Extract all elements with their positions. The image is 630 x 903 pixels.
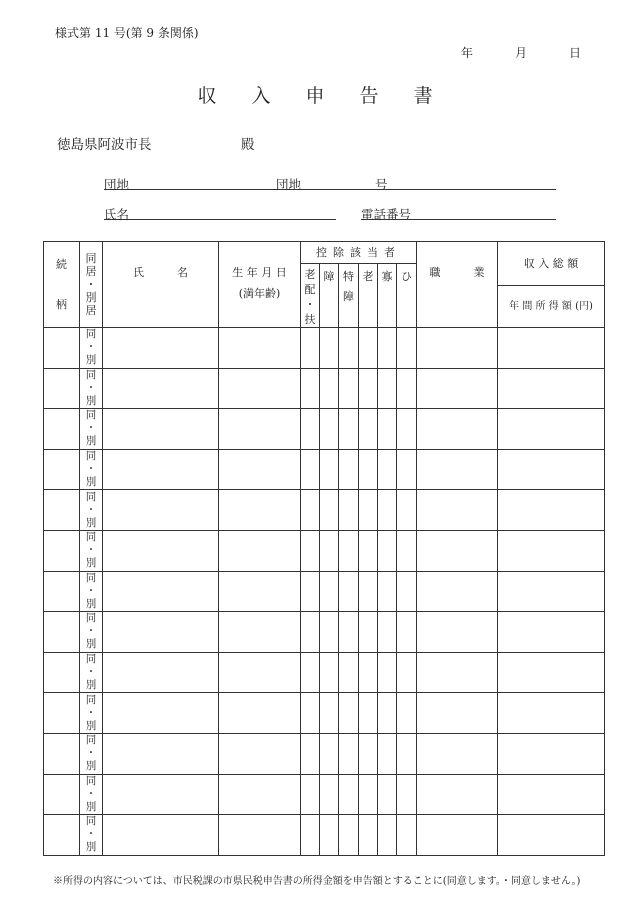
row-dokyo-cell[interactable] [80, 733, 103, 774]
header-shimei: 氏 名 [103, 242, 219, 328]
table-cell[interactable] [417, 733, 498, 774]
table-cell[interactable] [301, 490, 320, 531]
row-dokyo-char: 別 [85, 638, 97, 651]
table-cell[interactable] [339, 774, 359, 815]
row-dokyo-char: 同 [85, 450, 97, 463]
table-cell[interactable] [44, 652, 80, 693]
table-cell[interactable] [320, 490, 339, 531]
table-cell[interactable] [498, 774, 605, 815]
header-deduction-col [301, 264, 320, 328]
table-cell[interactable] [44, 490, 80, 531]
row-dokyo-cell[interactable] [80, 652, 103, 693]
table-cell[interactable] [301, 774, 320, 815]
table-cell[interactable] [378, 612, 397, 653]
table-cell[interactable] [301, 815, 320, 856]
row-dokyo-char: ・ [85, 747, 97, 760]
table-cell[interactable] [219, 571, 301, 612]
table-cell[interactable] [378, 530, 397, 571]
table-cell[interactable] [378, 328, 397, 369]
honorific: 殿 [241, 137, 255, 153]
table-cell[interactable] [44, 409, 80, 450]
table-cell[interactable] [219, 774, 301, 815]
table-cell[interactable] [301, 409, 320, 450]
table-cell[interactable] [219, 449, 301, 490]
row-dokyo-char: 別 [85, 557, 97, 570]
row-dokyo-char: ・ [85, 503, 97, 516]
header-deduction-col [397, 264, 417, 328]
table-row [44, 733, 605, 774]
table-cell[interactable] [498, 612, 605, 653]
table-cell[interactable] [417, 815, 498, 856]
table-cell[interactable] [320, 652, 339, 693]
header-deduction-char: 障 [343, 290, 354, 303]
table-cell[interactable] [378, 571, 397, 612]
table-cell[interactable] [320, 774, 339, 815]
row-dokyo-char: ・ [85, 706, 97, 719]
row-dokyo-char: ・ [85, 463, 97, 476]
header-deduction: 控除該当者 [301, 242, 417, 264]
row-dokyo-char: ・ [85, 625, 97, 638]
row-dokyo-char: ・ [85, 787, 97, 800]
table-cell[interactable] [320, 409, 339, 450]
date-year-label: 年 [461, 46, 474, 60]
table-cell[interactable] [397, 693, 417, 734]
table-cell[interactable] [378, 449, 397, 490]
table-cell[interactable] [378, 490, 397, 531]
header-deduction-col [339, 264, 359, 328]
table-cell[interactable] [359, 571, 378, 612]
table-cell[interactable] [339, 612, 359, 653]
date-month-label: 月 [515, 46, 528, 60]
row-dokyo-char: 同 [85, 612, 97, 625]
table-cell[interactable] [320, 328, 339, 369]
header-deduction-char: ・ [304, 298, 316, 311]
table-cell[interactable] [103, 652, 219, 693]
row-dokyo-cell[interactable] [80, 368, 103, 409]
table-cell[interactable] [301, 693, 320, 734]
table-cell[interactable] [219, 409, 301, 450]
table-row [44, 693, 605, 734]
table-cell[interactable] [498, 652, 605, 693]
header-deduction-char: 老 [362, 270, 374, 283]
table-cell[interactable] [359, 409, 378, 450]
table-cell[interactable] [359, 774, 378, 815]
table-cell[interactable] [320, 693, 339, 734]
row-dokyo-cell[interactable] [80, 490, 103, 531]
table-cell[interactable] [219, 328, 301, 369]
row-dokyo-char: 別 [85, 394, 97, 407]
table-cell[interactable] [219, 733, 301, 774]
table-cell[interactable] [103, 612, 219, 653]
table-cell[interactable] [301, 368, 320, 409]
title-char: 申 [305, 85, 325, 107]
title-char: 入 [251, 85, 271, 107]
table-cell[interactable] [103, 571, 219, 612]
row-dokyo-char: 別 [85, 679, 97, 692]
table-cell[interactable] [320, 612, 339, 653]
header-birthdate: 生 年 月 日 (満年齢) [219, 242, 301, 328]
name-underline[interactable] [104, 219, 336, 220]
row-dokyo-char: 別 [85, 516, 97, 529]
table-cell[interactable] [103, 490, 219, 531]
header-deduction-char: 寡 [381, 270, 393, 283]
table-cell[interactable] [320, 571, 339, 612]
address-underline[interactable] [104, 189, 556, 190]
table-cell[interactable] [301, 530, 320, 571]
table-cell[interactable] [103, 449, 219, 490]
row-dokyo-char: 同 [85, 693, 97, 706]
table-cell[interactable] [397, 490, 417, 531]
table-cell[interactable] [498, 449, 605, 490]
header-dokyo-char: 居 [85, 304, 97, 317]
table-cell[interactable] [103, 530, 219, 571]
table-row [44, 571, 605, 612]
table-cell[interactable] [359, 490, 378, 531]
row-dokyo-char: ・ [85, 381, 97, 394]
table-cell[interactable] [397, 571, 417, 612]
table-cell[interactable] [359, 815, 378, 856]
row-dokyo-char: ・ [85, 666, 97, 679]
table-row [44, 530, 605, 571]
table-cell[interactable] [339, 815, 359, 856]
header-income-year: 年 間 所 得 額 (円) [498, 286, 605, 328]
table-cell[interactable] [397, 449, 417, 490]
row-dokyo-cell[interactable] [80, 774, 103, 815]
table-cell[interactable] [417, 328, 498, 369]
table-cell[interactable] [219, 368, 301, 409]
header-deduction-col [320, 264, 339, 328]
table-cell[interactable] [359, 449, 378, 490]
row-dokyo-char: ・ [85, 544, 97, 557]
table-cell[interactable] [359, 733, 378, 774]
header-deduction-col [359, 264, 378, 328]
footnote: ※所得の内容については、市民税課の市県民税申告書の所得金額を申告額とすることに(同意します。・同意しません。) [53, 876, 581, 887]
income-table [43, 241, 605, 856]
table-cell[interactable] [44, 815, 80, 856]
header-deduction-col [378, 264, 397, 328]
table-cell[interactable] [320, 815, 339, 856]
table-cell[interactable] [301, 652, 320, 693]
table-row [44, 490, 605, 531]
table-cell[interactable] [301, 612, 320, 653]
table-cell[interactable] [339, 530, 359, 571]
header-deduction-char: 障 [323, 270, 335, 283]
table-cell[interactable] [498, 815, 605, 856]
header-dokyo-char: 居 [85, 265, 97, 278]
row-dokyo-char: 別 [85, 841, 97, 854]
title-char: 告 [359, 85, 379, 107]
row-dokyo-char: 同 [85, 815, 97, 828]
row-dokyo-char: 別 [85, 435, 97, 448]
table-cell[interactable] [320, 733, 339, 774]
table-cell[interactable] [359, 612, 378, 653]
phone-underline[interactable] [361, 219, 556, 220]
row-dokyo-cell[interactable] [80, 530, 103, 571]
row-dokyo-cell[interactable] [80, 409, 103, 450]
danchi-label-1: 団地 [104, 177, 130, 192]
table-cell[interactable] [339, 409, 359, 450]
table-cell[interactable] [417, 571, 498, 612]
table-cell[interactable] [498, 328, 605, 369]
table-row [44, 815, 605, 856]
table-row [44, 368, 605, 409]
table-cell[interactable] [44, 612, 80, 653]
phone-label: 電話番号 [361, 207, 412, 222]
row-dokyo-char: 同 [85, 531, 97, 544]
row-dokyo-char: 同 [85, 774, 97, 787]
row-dokyo-char: ・ [85, 828, 97, 841]
name-label: 氏名 [104, 207, 130, 222]
table-cell[interactable] [219, 530, 301, 571]
table-cell[interactable] [359, 693, 378, 734]
table-row [44, 612, 605, 653]
table-cell[interactable] [397, 774, 417, 815]
header-income-total: 収 入 総 額 [498, 242, 605, 286]
table-cell[interactable] [417, 409, 498, 450]
table-cell[interactable] [301, 328, 320, 369]
table-cell[interactable] [103, 733, 219, 774]
table-cell[interactable] [378, 815, 397, 856]
table-cell[interactable] [498, 368, 605, 409]
table-cell[interactable] [417, 368, 498, 409]
table-cell[interactable] [378, 693, 397, 734]
table-cell[interactable] [378, 774, 397, 815]
header-zokugara: 続 柄 [44, 242, 80, 328]
table-cell[interactable] [44, 733, 80, 774]
table-cell[interactable] [301, 449, 320, 490]
table-row [44, 774, 605, 815]
table-cell[interactable] [498, 693, 605, 734]
addressee: 徳島県阿波市長 [57, 137, 152, 153]
table-cell[interactable] [397, 612, 417, 653]
table-cell[interactable] [44, 530, 80, 571]
row-dokyo-cell[interactable] [80, 815, 103, 856]
table-cell[interactable] [359, 328, 378, 369]
table-cell[interactable] [339, 733, 359, 774]
header-dokyo-char: ・ [85, 278, 97, 291]
table-cell[interactable] [219, 693, 301, 734]
table-cell[interactable] [417, 612, 498, 653]
table-cell[interactable] [301, 733, 320, 774]
table-cell[interactable] [219, 612, 301, 653]
table-cell[interactable] [397, 733, 417, 774]
table-cell[interactable] [378, 733, 397, 774]
table-cell[interactable] [320, 368, 339, 409]
table-cell[interactable] [417, 774, 498, 815]
header-deduction-char: 老 [304, 268, 316, 281]
table-cell[interactable] [339, 449, 359, 490]
row-dokyo-cell[interactable] [80, 571, 103, 612]
table-row [44, 652, 605, 693]
table-cell[interactable] [359, 652, 378, 693]
table-cell[interactable] [359, 530, 378, 571]
table-cell[interactable] [498, 409, 605, 450]
row-dokyo-char: 同 [85, 368, 97, 381]
form-number: 様式第 11 号(第 9 条関係) [55, 26, 199, 40]
row-dokyo-char: ・ [85, 422, 97, 435]
title-char: 収 [197, 85, 217, 107]
table-cell[interactable] [320, 449, 339, 490]
table-cell[interactable] [339, 490, 359, 531]
row-dokyo-char: 同 [85, 490, 97, 503]
row-dokyo-char: ・ [85, 584, 97, 597]
table-cell[interactable] [498, 490, 605, 531]
header-shokugyo: 職 業 [417, 242, 498, 328]
row-dokyo-char: 別 [85, 800, 97, 813]
table-cell[interactable] [417, 490, 498, 531]
table-row [44, 328, 605, 369]
table-cell[interactable] [320, 530, 339, 571]
table-cell[interactable] [44, 571, 80, 612]
table-cell[interactable] [339, 328, 359, 369]
table-cell[interactable] [339, 652, 359, 693]
table-row [44, 409, 605, 450]
table-cell[interactable] [378, 368, 397, 409]
table-cell[interactable] [397, 652, 417, 693]
table-cell[interactable] [339, 571, 359, 612]
header-deduction-char: 扶 [304, 313, 316, 326]
row-dokyo-char: 別 [85, 476, 97, 489]
table-cell[interactable] [44, 693, 80, 734]
table-cell[interactable] [44, 368, 80, 409]
table-cell[interactable] [103, 774, 219, 815]
row-dokyo-cell[interactable] [80, 449, 103, 490]
table-cell[interactable] [417, 693, 498, 734]
table-cell[interactable] [103, 815, 219, 856]
table-row [44, 449, 605, 490]
table-cell[interactable] [378, 652, 397, 693]
table-cell[interactable] [397, 368, 417, 409]
table-cell[interactable] [417, 530, 498, 571]
table-cell[interactable] [44, 774, 80, 815]
table-cell[interactable] [103, 328, 219, 369]
row-dokyo-cell[interactable] [80, 328, 103, 369]
table-cell[interactable] [498, 571, 605, 612]
header-deduction-char: ひ [401, 270, 413, 283]
row-dokyo-char: 別 [85, 760, 97, 773]
header-dokyo-char: 同 [85, 252, 97, 265]
header-deduction-char: 特 [343, 270, 354, 283]
row-dokyo-char: ・ [85, 341, 97, 354]
table-cell[interactable] [103, 409, 219, 450]
row-dokyo-char: 別 [85, 719, 97, 732]
header-dokyo [80, 242, 103, 328]
table-cell[interactable] [359, 368, 378, 409]
danchi-label-2: 団地 [276, 177, 302, 192]
row-dokyo-char: 別 [85, 354, 97, 367]
document-title [0, 81, 630, 108]
row-dokyo-char: 同 [85, 653, 97, 666]
table-cell[interactable] [219, 815, 301, 856]
table-cell[interactable] [498, 530, 605, 571]
go-label: 号 [375, 177, 388, 192]
date-day-label: 日 [569, 46, 582, 60]
row-dokyo-cell[interactable] [80, 693, 103, 734]
table-cell[interactable] [339, 368, 359, 409]
row-dokyo-cell[interactable] [80, 612, 103, 653]
table-cell[interactable] [397, 328, 417, 369]
header-dokyo-char: 別 [85, 291, 97, 304]
table-cell[interactable] [103, 693, 219, 734]
table-cell[interactable] [219, 490, 301, 531]
row-dokyo-char: 同 [85, 734, 97, 747]
table-cell[interactable] [103, 368, 219, 409]
row-dokyo-char: 同 [85, 409, 97, 422]
table-cell[interactable] [378, 409, 397, 450]
table-cell[interactable] [301, 571, 320, 612]
title-char: 書 [413, 85, 433, 107]
row-dokyo-char: 別 [85, 597, 97, 610]
table-cell[interactable] [339, 693, 359, 734]
table-cell[interactable] [397, 815, 417, 856]
table-cell[interactable] [417, 652, 498, 693]
row-dokyo-char: 同 [85, 328, 97, 341]
table-cell[interactable] [397, 530, 417, 571]
table-cell[interactable] [44, 449, 80, 490]
table-cell[interactable] [44, 328, 80, 369]
table-cell[interactable] [397, 409, 417, 450]
header-deduction-char: 配 [304, 283, 316, 296]
table-cell[interactable] [498, 733, 605, 774]
table-cell[interactable] [417, 449, 498, 490]
table-cell[interactable] [219, 652, 301, 693]
row-dokyo-char: 同 [85, 571, 97, 584]
